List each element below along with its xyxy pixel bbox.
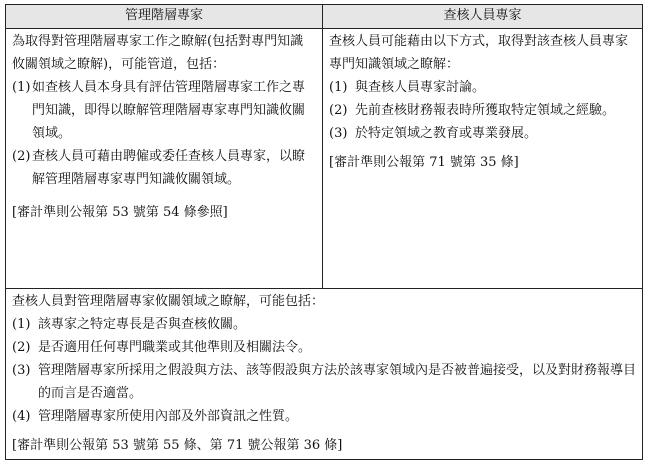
bottom-item-number: (4)	[12, 409, 31, 424]
bottom-list-item	[12, 336, 636, 359]
left-list-item	[12, 76, 316, 145]
spacer	[12, 191, 316, 201]
left-intro: 為取得對管理階層專家工作之瞭解(包括對專門知識攸關領域之瞭解)，可能管道，包括：	[12, 34, 304, 72]
right-list-item	[329, 76, 636, 99]
right-reference: [審計準則公報第 71 號第 35 條]	[329, 155, 519, 170]
management-expert-cell	[6, 29, 323, 289]
left-item-number: (2)	[12, 149, 31, 164]
right-list-item	[329, 99, 636, 122]
header-row	[6, 5, 643, 29]
left-list-item	[12, 145, 316, 191]
left-item-text: 查核人員可藉由聘僱或委任查核人員專家，以瞭解管理階層專家專門知識攸關領域。	[32, 149, 306, 187]
bottom-reference: [審計準則公報第 53 號第 55 條、第 71 號公報第 36 條]	[12, 438, 343, 453]
left-reference: [審計準則公報第 53 號第 54 條參照]	[12, 205, 228, 220]
bottom-list-item	[12, 359, 636, 405]
right-item-number: (2)	[329, 103, 348, 118]
bottom-item-number: (1)	[12, 317, 31, 332]
bottom-item-text: 是否適用任何專門職業或其他準則及相關法令。	[38, 340, 312, 355]
bottom-list-item	[12, 313, 636, 336]
right-item-text: 於特定領域之教育或專業發展。	[355, 126, 538, 141]
shared-understanding-cell	[6, 289, 643, 460]
bottom-item-number: (3)	[12, 363, 31, 378]
header-management-expert: 管理階層專家	[6, 5, 323, 29]
right-list-item	[329, 122, 636, 145]
comparison-table	[5, 4, 643, 460]
right-item-number: (1)	[329, 80, 348, 95]
right-intro: 查核人員可能藉由以下方式，取得對該查核人員專家專門知識領域之瞭解：	[329, 34, 629, 72]
bottom-item-text: 管理階層專家所採用之假設與方法、該等假設與方法於該專家領域內是否被普遍接受，以及對財務報導目的而言是否適當。	[38, 363, 637, 401]
bottom-item-number: (2)	[12, 340, 31, 355]
bottom-row	[6, 289, 643, 460]
bottom-item-text: 管理階層專家所使用內部及外部資訊之性質。	[38, 409, 299, 424]
auditor-expert-cell	[323, 29, 643, 289]
bottom-item-text: 該專家之特定專長是否與查核攸關。	[38, 317, 247, 332]
left-item-text: 如查核人員本身具有評估管理階層專家工作之專門知識，即得以瞭解管理階層專家專門知識攸關領域。	[32, 80, 306, 141]
content-row	[6, 29, 643, 289]
bottom-intro: 查核人員對管理階層專家攸關領域之瞭解，可能包括：	[12, 294, 325, 309]
right-item-text: 先前查核財務報表時所獲取特定領域之經驗。	[355, 103, 616, 118]
bottom-list-item	[12, 405, 636, 428]
left-item-number: (1)	[12, 80, 31, 95]
header-auditor-expert: 查核人員專家	[323, 5, 643, 29]
right-item-text: 與查核人員專家討論。	[355, 80, 486, 95]
right-item-number: (3)	[329, 126, 348, 141]
